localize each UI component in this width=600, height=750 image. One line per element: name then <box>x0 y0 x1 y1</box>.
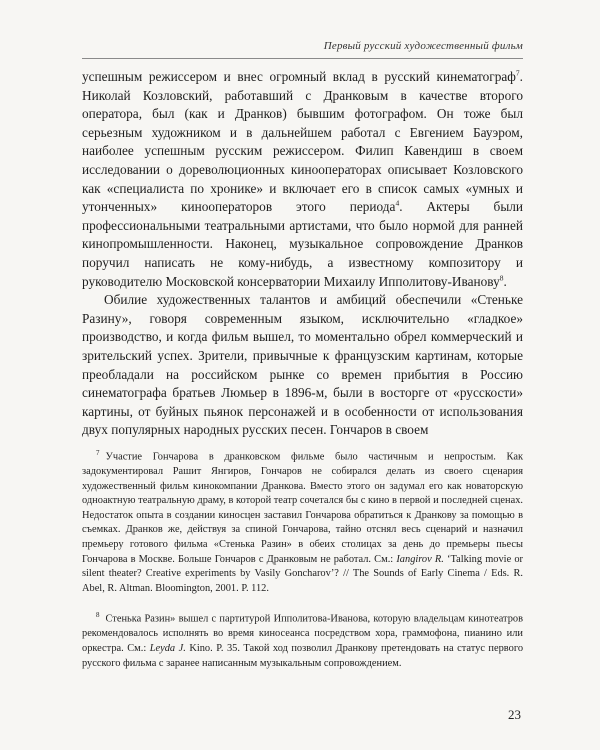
footnote-ref-4[interactable]: 4 <box>395 198 400 208</box>
footnote-number: 7 <box>96 449 100 457</box>
paragraph-2: Обилие художественных талантов и амбиций обеспечили «Стеньке Разину», говоря современным языком, исключительно «гладкое» производство, и когда фильм вышел, то моментально обрел коммерческий и зрительский успех. Зрители, привычные к французским картинам, которые преобладали на российском рынке со времен прибытия в Россию синематографа братьев Люмьер в 1896-м, были в восторге от «русскости» картины, от буйных пьянок персонажей и в особенности от использования двух популярных народных русских песен. Гончаров в своем <box>82 292 523 438</box>
footnote-author: Leyda J. <box>149 643 186 655</box>
footnote-text: Стенька Разин» вышел с партитурой Ипполитова-Иванова, которую владельцам кинотеатров рекомендовалось исполнять во время киносеанса посредством хора, граммофона, пианино или оркестра. См.: <box>82 613 523 655</box>
paragraph-1-part-1: успешным режиссером и внес огромный вклад в русский кинематограф <box>82 69 516 84</box>
footnote-text-tail: ‘Talking movie or silent theater? Creative experiments by Vasily Goncharov’? // The Sounds of Early Cinema / Eds. R. Abel, R. Altman. Bloomington, 2001. P. 112. <box>82 553 523 594</box>
footnote-ref-7[interactable]: 7 <box>515 68 520 78</box>
paragraph-1-part-4: . <box>503 273 507 289</box>
footnote-author: Iangirov R. <box>396 553 444 565</box>
paragraph-1-part-3: . Актеры были профессиональными театральными артистами, что было нормой для ранней кинопромышленности. Наконец, музыкальное сопровождение Дранков поручил написать не кому-нибудь, а известному композитору и руководителю Московской консерватории Михаилу Ипполитову-Иванову <box>82 199 523 289</box>
footnote-number: 8 <box>96 611 100 620</box>
running-head: Первый русский художественный фильм <box>323 40 523 52</box>
footnote-ref-8[interactable]: 8 <box>499 273 504 283</box>
footnote-7 <box>82 446 523 596</box>
footnote-text: Участие Гончарова в дранковском фильме было частичным и непростым. Как задокументировал Рашит Янгиров, Гончаров не собирался делать из своего сценария художественный фильм кинокомпании Дранкова. Вместо этого он задумал его как новаторскую одноактную театральную драму, в которой театр сочетался бы с кино в первой и последней сценах. Недостаток опыта в создании киносцен заставил Гончарова обратиться к Дранкову за помощью в съемках. Дранков же, действуя за спиной Гончарова, тайно отснял весь сценарий и назначил премьеру готового фильма «Стенька Разин» в обеих столицах за день до премьеры пьесы Гончарова в Москве. Больше Гончаров с Дранковым не работал. См.: <box>82 451 523 565</box>
paragraph-1 <box>82 68 523 291</box>
main-text <box>82 68 523 440</box>
footnote-8 <box>82 608 523 671</box>
footnotes <box>82 446 523 683</box>
paragraph-1-part-2: . Николай Козловский, работавший с Дранковым в качестве второго оператора, был (как и Дранков) бывшим фотографом. Он тоже был серьезным художником и в дальнейшем работал с Евгением Бауэром, наиболее успешным русским режиссером. Филип Кавендиш в своем исследовании о дореволюционных кинооператорах описывает Козловского как «специалиста по хронике» и включает его в список самых «умных и утонченных» кинооператоров этого периода <box>82 69 523 215</box>
page-number: 23 <box>508 707 521 722</box>
header-rule <box>82 58 523 59</box>
footnote-text-tail: Kino. P. 35. Такой ход позволил Дранкову претендовать на статус первого русского фильма с заранее написанным музыкальным сопровождением. <box>82 643 524 669</box>
